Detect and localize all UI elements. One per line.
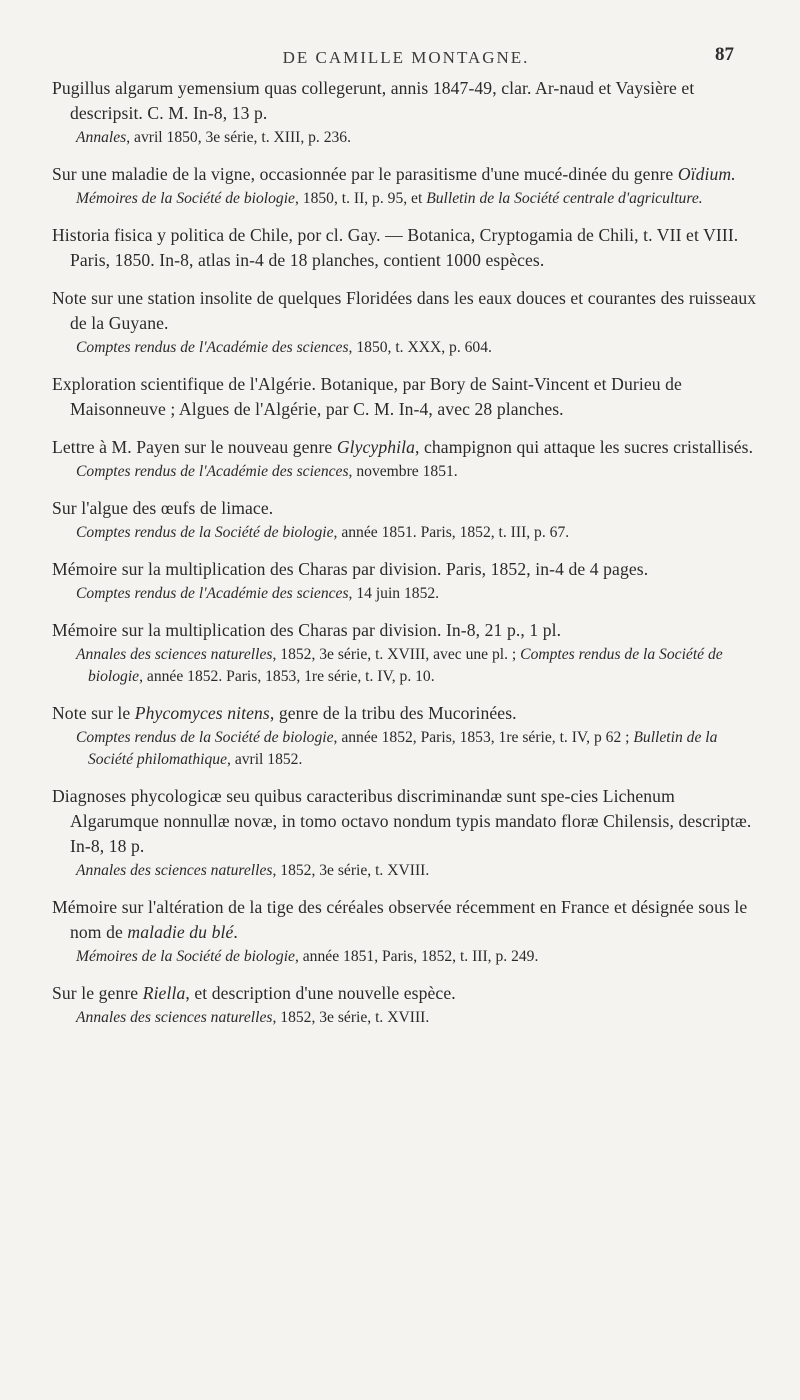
journal-title-2: Bulletin de la Société centrale d'agriculture. bbox=[426, 190, 703, 207]
page-number: 87 bbox=[715, 44, 734, 65]
entry-title-text: Mémoire sur l'altération de la tige des céréales observée récemment en France et désignée sous le nom de bbox=[52, 897, 748, 942]
journal-title: Comptes rendus de la Société de biologie bbox=[76, 524, 334, 541]
entry-title: Historia fisica y politica de Chile, por cl. Gay. — Botanica, Cryptogamia de Chili, t. VII et VIII. Paris, 1850. In-8, atlas in-4 de 18 planches, contient 1000 espèces. bbox=[52, 225, 739, 270]
entry-title: Exploration scientifique de l'Algérie. Botanique, par Bory de Saint-Vincent et Durieu de Maisonneuve ; Algues de l'Algérie, par C. M. In-4, avec 28 planches. bbox=[52, 374, 682, 419]
entry-title-italic: Riella bbox=[142, 983, 186, 1003]
bibliography-entry bbox=[52, 557, 760, 605]
entry-title-italic: Phycomyces nitens bbox=[134, 703, 270, 723]
reference-details: , 1850, t. XXX, p. 604. bbox=[348, 339, 492, 356]
bibliography-entry bbox=[52, 618, 760, 688]
journal-title: Comptes rendus de l'Académie des sciences bbox=[76, 463, 349, 480]
entry-title-text: Sur le genre bbox=[52, 983, 143, 1003]
journal-title: Mémoires de la Société de biologie bbox=[76, 948, 295, 965]
entry-reference bbox=[70, 337, 760, 359]
entry-title-text: Lettre à M. Payen sur le nouveau genre bbox=[52, 437, 337, 457]
entry-title: Note sur une station insolite de quelques Floridées dans les eaux douces et courantes des ruisseaux de la Guyane. bbox=[52, 288, 757, 333]
bibliography-entry bbox=[52, 895, 760, 968]
bibliography-entry bbox=[52, 286, 760, 359]
bibliography-entry bbox=[52, 701, 760, 771]
entry-reference bbox=[70, 522, 760, 544]
running-head: DE CAMILLE MONTAGNE. bbox=[282, 48, 530, 67]
entry-reference bbox=[70, 188, 760, 210]
entry-title-italic: maladie du blé bbox=[127, 922, 234, 942]
entry-title bbox=[52, 981, 760, 1006]
entry-title-text: Sur une maladie de la vigne, occasionnée par le parasitisme d'une mucé-dinée du genre bbox=[52, 164, 678, 184]
bibliography-list bbox=[52, 76, 760, 1029]
entry-title bbox=[52, 162, 760, 187]
entry-reference bbox=[70, 644, 760, 688]
entry-title-italic: Glycyphila bbox=[336, 437, 415, 457]
entry-title: Sur l'algue des œufs de limace. bbox=[52, 498, 274, 518]
entry-title: Pugillus algarum yemensium quas collegerunt, annis 1847-49, clar. Ar-naud et Vaysière et descripsit. C. M. In-8, 13 p. bbox=[52, 78, 695, 123]
entry-title bbox=[52, 435, 760, 460]
bibliography-entry bbox=[52, 784, 760, 882]
entry-reference bbox=[70, 127, 760, 149]
entry-title-text-2: , genre de la tribu des Mucorinées. bbox=[269, 703, 517, 723]
bibliography-entry bbox=[52, 372, 760, 422]
entry-title: Mémoire sur la multiplication des Charas par division. Paris, 1852, in-4 de 4 pages. bbox=[52, 559, 649, 579]
entry-title-text: Note sur le bbox=[52, 703, 135, 723]
reference-details: , 1852, 3e série, t. XVIII. bbox=[272, 862, 430, 879]
journal-title-2: Bulletin de la Société philomathique bbox=[88, 729, 718, 768]
reference-details: , année 1851, Paris, 1852, t. III, p. 249. bbox=[294, 948, 539, 965]
reference-details: , année 1851. Paris, 1852, t. III, p. 67. bbox=[333, 524, 570, 541]
journal-title: Annales bbox=[76, 129, 127, 146]
reference-details: , novembre 1851. bbox=[348, 463, 458, 480]
reference-details: , 1850, t. II, p. 95, et bbox=[294, 190, 427, 207]
entry-reference bbox=[70, 727, 760, 771]
entry-title bbox=[52, 701, 760, 726]
journal-title: Annales des sciences naturelles bbox=[76, 646, 273, 663]
reference-details: , 14 juin 1852. bbox=[348, 585, 440, 602]
journal-title-2: Comptes rendus de la Société de biologie bbox=[88, 646, 723, 685]
bibliography-entry bbox=[52, 76, 760, 149]
entry-reference bbox=[70, 946, 760, 968]
entry-reference bbox=[70, 860, 760, 882]
bibliography-entry bbox=[52, 223, 760, 273]
entry-title-text-2: , champignon qui attaque les sucres cristallisés. bbox=[415, 437, 754, 457]
bibliography-entry bbox=[52, 981, 760, 1029]
reference-details: , 1852, 3e série, t. XVIII. bbox=[272, 1009, 430, 1026]
bibliography-entry bbox=[52, 435, 760, 483]
entry-title: Mémoire sur la multiplication des Charas par division. In-8, 21 p., 1 pl. bbox=[52, 620, 562, 640]
entry-title bbox=[52, 895, 760, 945]
entry-reference bbox=[70, 1007, 760, 1029]
reference-details: , avril 1850, 3e série, t. XIII, p. 236. bbox=[126, 129, 352, 146]
entry-title-text-2: . bbox=[233, 922, 238, 942]
journal-title: Comptes rendus de la Société de biologie bbox=[76, 729, 334, 746]
journal-title: Comptes rendus de l'Académie des sciences bbox=[76, 339, 349, 356]
page-header bbox=[52, 0, 760, 76]
reference-details-2: , année 1852. Paris, 1853, 1re série, t. IV, p. 10. bbox=[139, 668, 435, 685]
entry-title: Diagnoses phycologicæ seu quibus caracteribus discriminandæ sunt spe-cies Lichenum Algarumque nonnullæ novæ, in tomo octavo nondum typis mandato floræ Chilensis, descriptæ. In-8, 18 p. bbox=[52, 786, 752, 856]
journal-title: Mémoires de la Société de biologie bbox=[76, 190, 295, 207]
entry-reference bbox=[70, 461, 760, 483]
entry-title-italic: Oïdium. bbox=[677, 164, 736, 184]
reference-details: , 1852, 3e série, t. XVIII, avec une pl. ; bbox=[272, 646, 521, 663]
reference-details: , année 1852, Paris, 1853, 1re série, t. IV, p 62 ; bbox=[333, 729, 634, 746]
reference-details-2: , avril 1852. bbox=[227, 751, 303, 768]
entry-title-text-2: , et description d'une nouvelle espèce. bbox=[185, 983, 456, 1003]
entry-reference bbox=[70, 583, 760, 605]
bibliography-entry bbox=[52, 496, 760, 544]
journal-title: Annales des sciences naturelles bbox=[76, 862, 273, 879]
bibliography-entry bbox=[52, 162, 760, 210]
journal-title: Annales des sciences naturelles bbox=[76, 1009, 273, 1026]
journal-title: Comptes rendus de l'Académie des sciences bbox=[76, 585, 349, 602]
